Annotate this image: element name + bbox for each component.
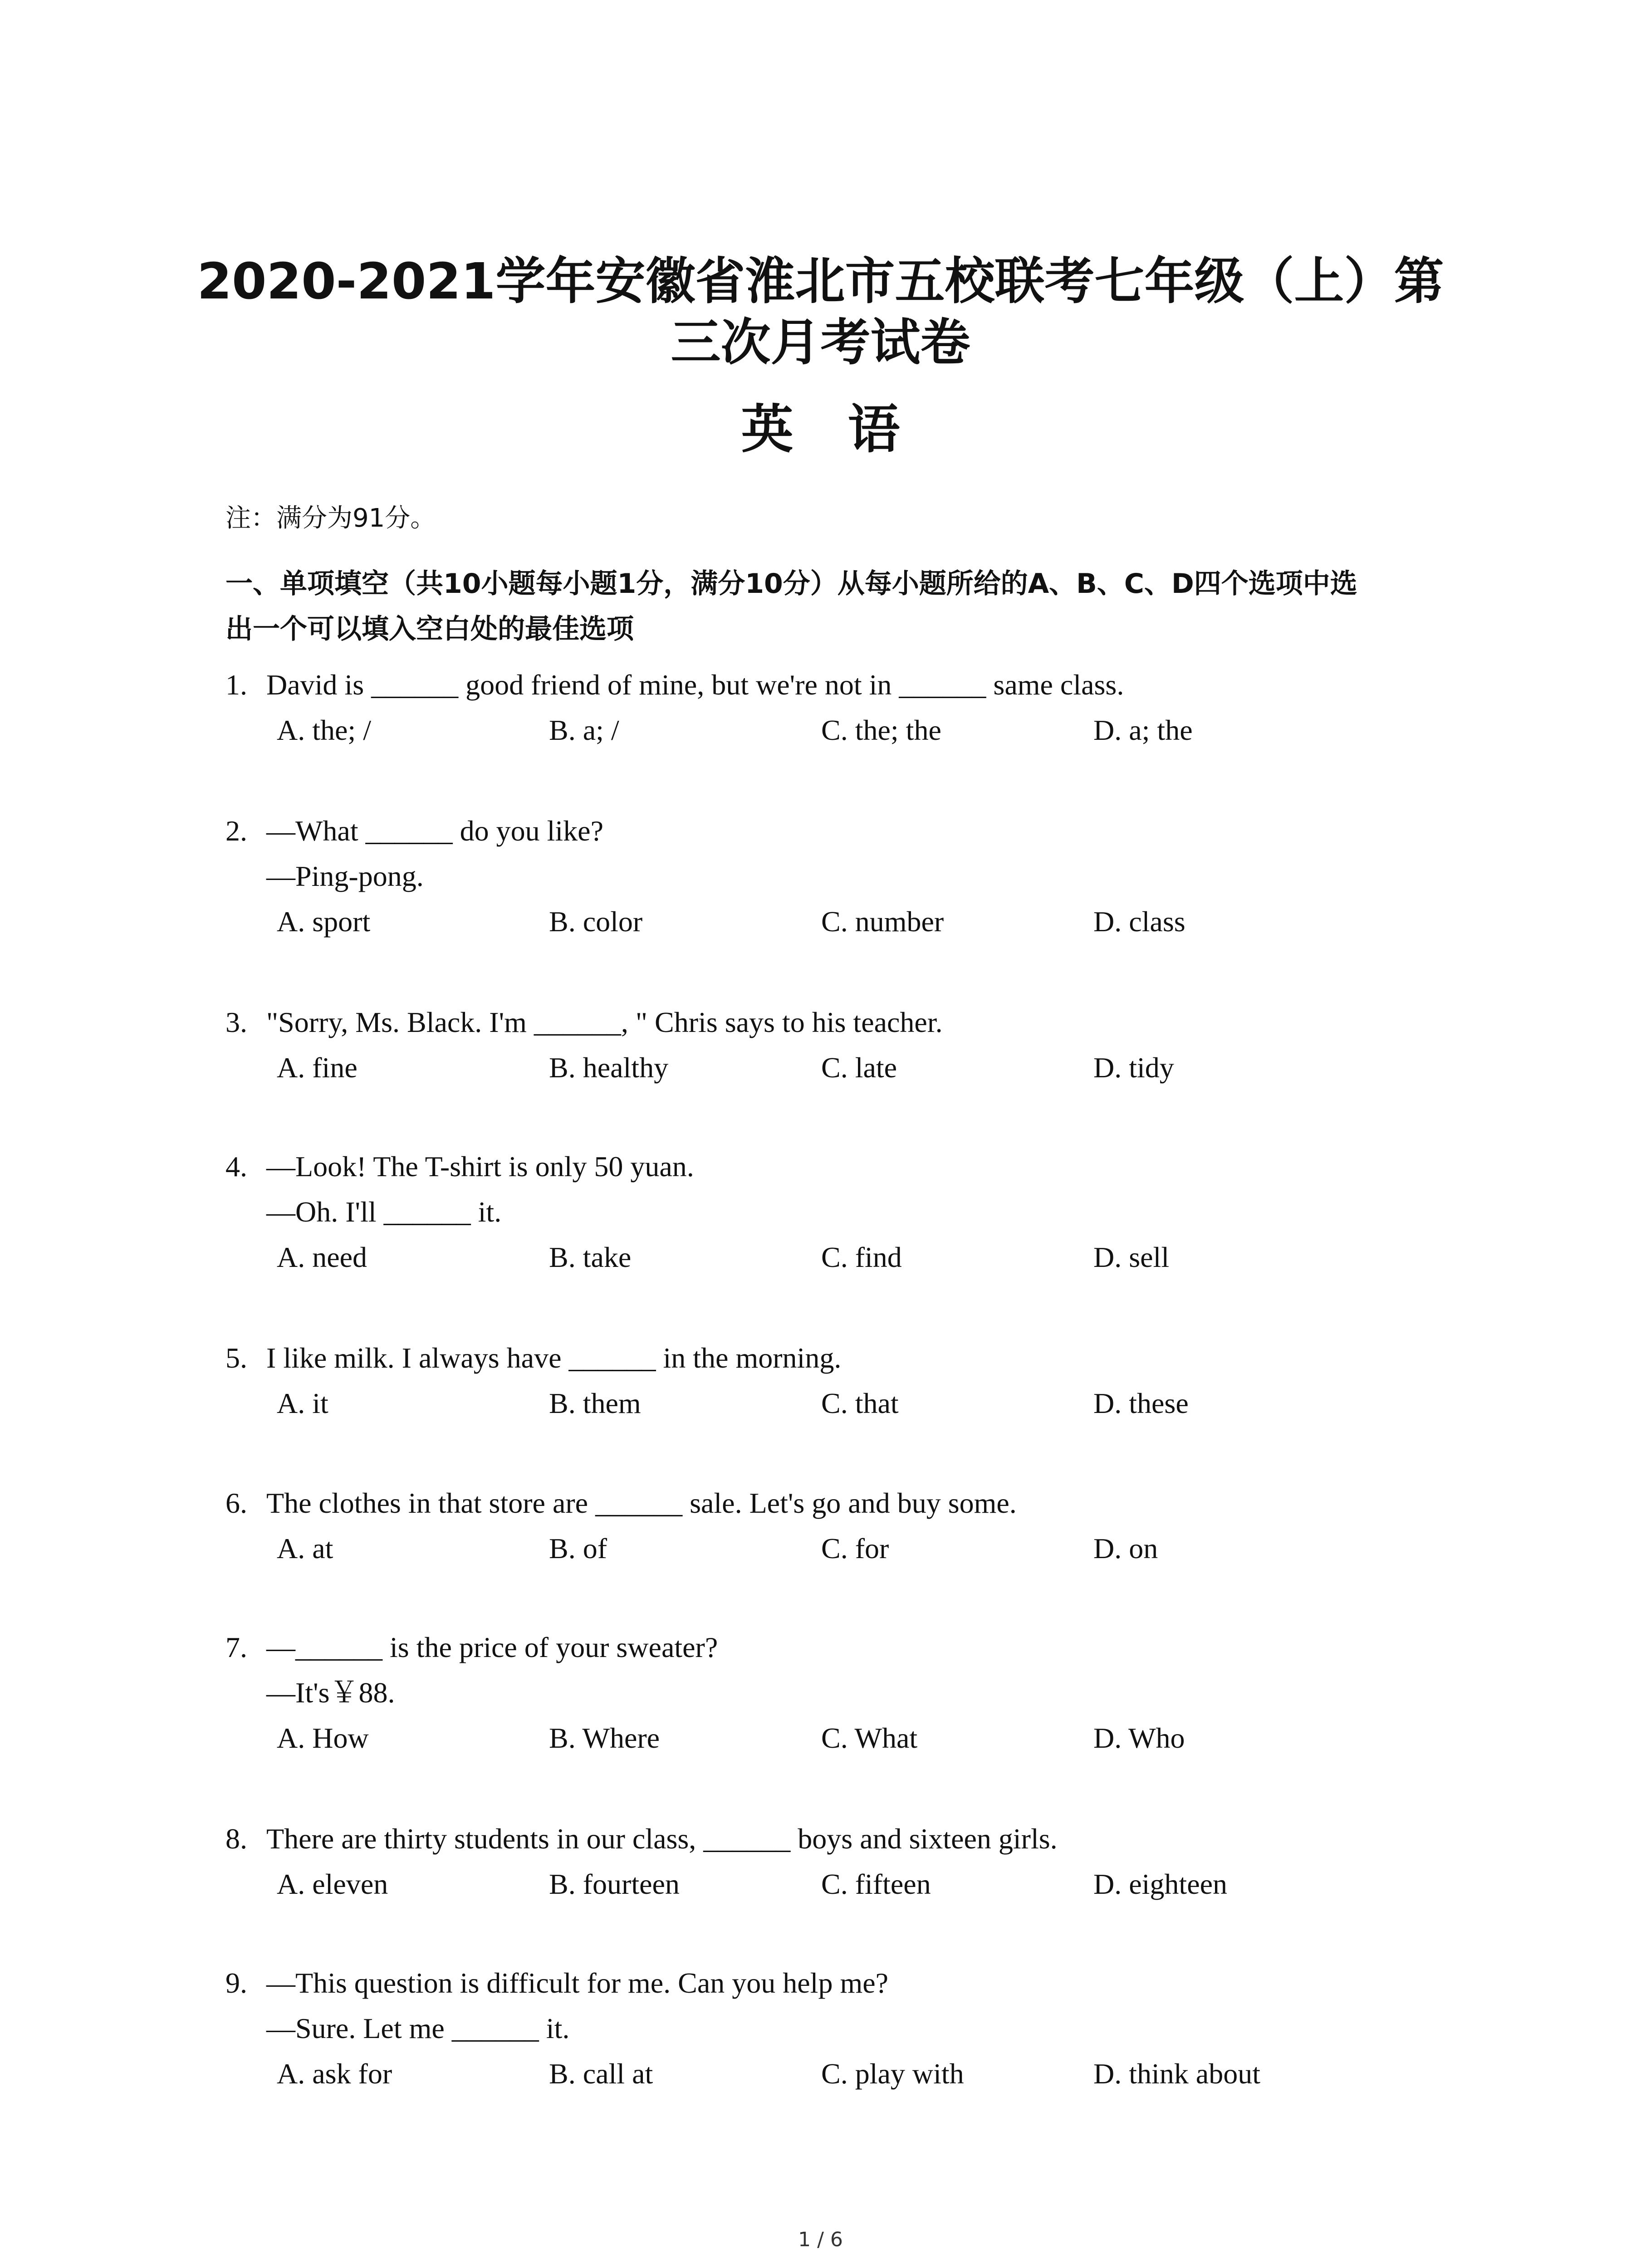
answer-option: D. tidy: [1093, 1051, 1174, 1084]
question-number: 1.: [225, 669, 247, 701]
answer-option: B. them: [549, 1387, 641, 1419]
answer-option: A. the; /: [277, 714, 371, 746]
answer-option: D. a; the: [1093, 714, 1193, 746]
question-stem: —Ping-pong.: [266, 860, 424, 892]
answer-option: B. color: [549, 905, 643, 938]
answer-option: D. sell: [1093, 1241, 1170, 1273]
question-stem: —This question is difficult for me. Can you help me?: [266, 1967, 889, 1999]
question-number: 7.: [225, 1631, 247, 1663]
question-stem: —It's￥88.: [266, 1677, 395, 1709]
section-instruction-line-2: 出一个可以填入空白处的最佳选项: [225, 613, 634, 645]
answer-option: B. healthy: [549, 1051, 669, 1084]
answer-option: C. fifteen: [821, 1868, 931, 1900]
answer-option: C. find: [821, 1241, 902, 1273]
exam-title-line-1: 2020-2021学年安徽省淮北市五校联考七年级（上）第: [197, 252, 1444, 310]
answer-option: D. eighteen: [1093, 1868, 1227, 1900]
answer-option: C. play with: [821, 2058, 964, 2090]
answer-option: B. Where: [549, 1722, 660, 1754]
answer-option: C. number: [821, 905, 944, 938]
question-number: 4.: [225, 1150, 247, 1183]
question-number: 3.: [225, 1006, 247, 1038]
question-stem: The clothes in that store are ______ sale. Let's go and buy some.: [266, 1487, 1017, 1519]
answer-option: B. a; /: [549, 714, 619, 746]
question-number: 8.: [225, 1823, 247, 1855]
question-number: 6.: [225, 1487, 247, 1519]
question-stem: —______ is the price of your sweater?: [266, 1631, 718, 1663]
answer-option: A. eleven: [277, 1868, 388, 1900]
page-number: 1 / 6: [798, 2228, 843, 2251]
question-stem: I like milk. I always have ______ in the morning.: [266, 1342, 842, 1374]
answer-option: D. on: [1093, 1532, 1158, 1564]
answer-option: B. take: [549, 1241, 632, 1273]
answer-option: A. need: [277, 1241, 367, 1273]
answer-option: C. late: [821, 1051, 897, 1084]
answer-option: C. the; the: [821, 714, 941, 746]
answer-option: A. fine: [277, 1051, 358, 1084]
question-stem: There are thirty students in our class, ______ boys and sixteen girls.: [266, 1823, 1058, 1855]
answer-option: A. sport: [277, 905, 371, 938]
question-number: 2.: [225, 815, 247, 847]
answer-option: A. How: [277, 1722, 369, 1754]
answer-option: D. these: [1093, 1387, 1189, 1419]
subject-heading: 英语: [741, 399, 955, 460]
answer-option: B. call at: [549, 2058, 653, 2090]
question-number: 5.: [225, 1342, 247, 1374]
answer-option: A. at: [277, 1532, 333, 1564]
answer-option: C. that: [821, 1387, 899, 1419]
question-number: 9.: [225, 1967, 247, 1999]
answer-option: B. of: [549, 1532, 607, 1564]
answer-option: A. ask for: [277, 2058, 392, 2090]
answer-option: C. What: [821, 1722, 918, 1754]
section-instruction-line-1: 一、单项填空（共10小题每小题1分，满分10分）从每小题所给的A、B、C、D四个选项中选: [225, 568, 1357, 600]
answer-option: A. it: [277, 1387, 328, 1419]
question-stem: —Oh. I'll ______ it.: [266, 1196, 502, 1228]
exam-title-line-2: 三次月考试卷: [671, 313, 970, 371]
answer-option: B. fourteen: [549, 1868, 680, 1900]
question-stem: —What ______ do you like?: [266, 815, 603, 847]
question-stem: —Sure. Let me ______ it.: [266, 2012, 570, 2044]
question-stem: "Sorry, Ms. Black. I'm ______, " Chris says to his teacher.: [266, 1006, 943, 1038]
question-stem: David is ______ good friend of mine, but we're not in ______ same class.: [266, 669, 1124, 701]
answer-option: D. class: [1093, 905, 1185, 938]
answer-option: C. for: [821, 1532, 889, 1564]
score-note: 注：满分为91分。: [225, 503, 436, 533]
answer-option: D. Who: [1093, 1722, 1185, 1754]
answer-option: D. think about: [1093, 2058, 1260, 2090]
question-stem: —Look! The T-shirt is only 50 yuan.: [266, 1150, 694, 1183]
